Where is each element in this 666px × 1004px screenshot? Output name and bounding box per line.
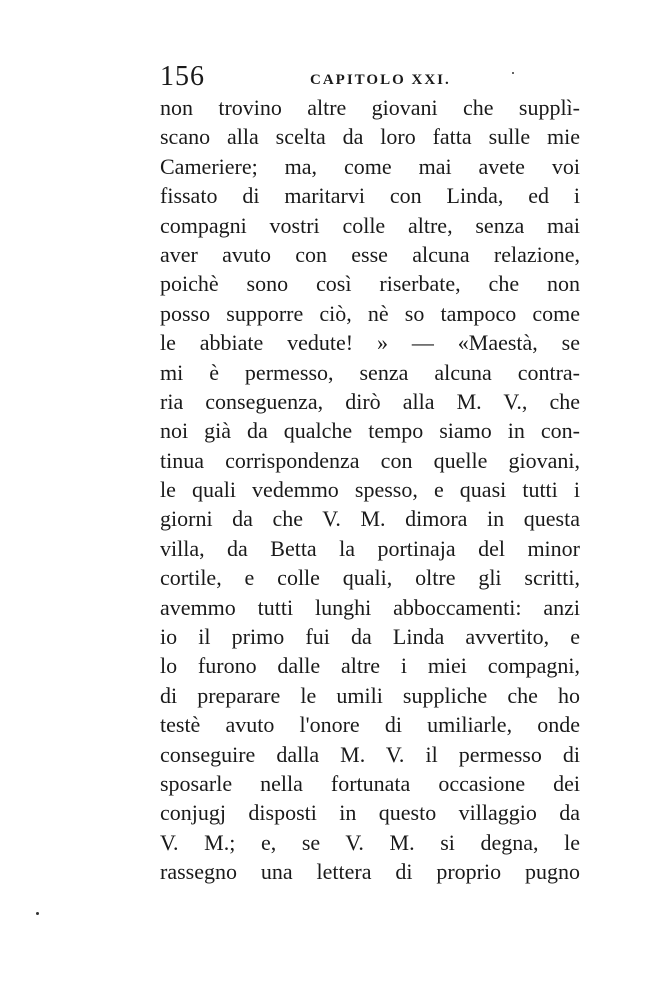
text-line: cortile, e colle quali, oltre gli scritti, <box>160 565 580 591</box>
chapter-title: CAPITOLO XXI. <box>310 72 451 88</box>
text-line: io il primo fui da Linda avvertito, e <box>160 624 580 650</box>
text-line: villa, da Betta la portinaja del minor <box>160 535 580 561</box>
page-number: 156 <box>160 61 205 92</box>
text-line: mi è permesso, senza alcuna contra- <box>160 359 580 385</box>
text-line: scano alla scelta da loro fatta sulle mie <box>160 124 580 150</box>
text-line: di preparare le umili suppliche che ho <box>160 682 580 708</box>
text-line: ria conseguenza, dirò alla M. V., che <box>160 388 580 414</box>
text-line: rassegno una lettera di proprio pugno <box>160 859 580 885</box>
text-line: le quali vedemmo spesso, e quasi tutti i <box>160 477 580 503</box>
body-text <box>160 93 580 887</box>
text-line: lo furono dalle altre i miei compagni, <box>160 653 580 679</box>
text-line: V. M.; e, se V. M. si degna, le <box>160 829 580 855</box>
text-line: conjugj disposti in questo villaggio da <box>160 800 580 826</box>
ink-speck <box>36 912 39 915</box>
text-line: posso supporre ciò, nè so tampoco come <box>160 300 580 326</box>
text-line: aver avuto con esse alcuna relazione, <box>160 241 580 267</box>
text-line: compagni vostri colle altre, senza mai <box>160 212 580 238</box>
text-line: le abbiate vedute! » — «Maestà, se <box>160 330 580 356</box>
text-line: sposarle nella fortunata occasione dei <box>160 770 580 796</box>
text-line: Cameriere; ma, come mai avete voi <box>160 153 580 179</box>
text-line: fissato di maritarvi con Linda, ed i <box>160 183 580 209</box>
ink-speck <box>512 72 514 74</box>
text-line: testè avuto l'onore di umiliarle, onde <box>160 712 580 738</box>
text-line: conseguire dalla M. V. il permesso di <box>160 741 580 767</box>
text-line: avemmo tutti lunghi abboccamenti: anzi <box>160 594 580 620</box>
running-head <box>160 62 580 92</box>
text-line: giorni da che V. M. dimora in questa <box>160 506 580 532</box>
text-line: tinua corrispondenza con quelle giovani, <box>160 447 580 473</box>
text-line: poichè sono così riserbate, che non <box>160 271 580 297</box>
text-line: non trovino altre giovani che supplì- <box>160 95 580 120</box>
text-line: noi già da qualche tempo siamo in con- <box>160 418 580 444</box>
